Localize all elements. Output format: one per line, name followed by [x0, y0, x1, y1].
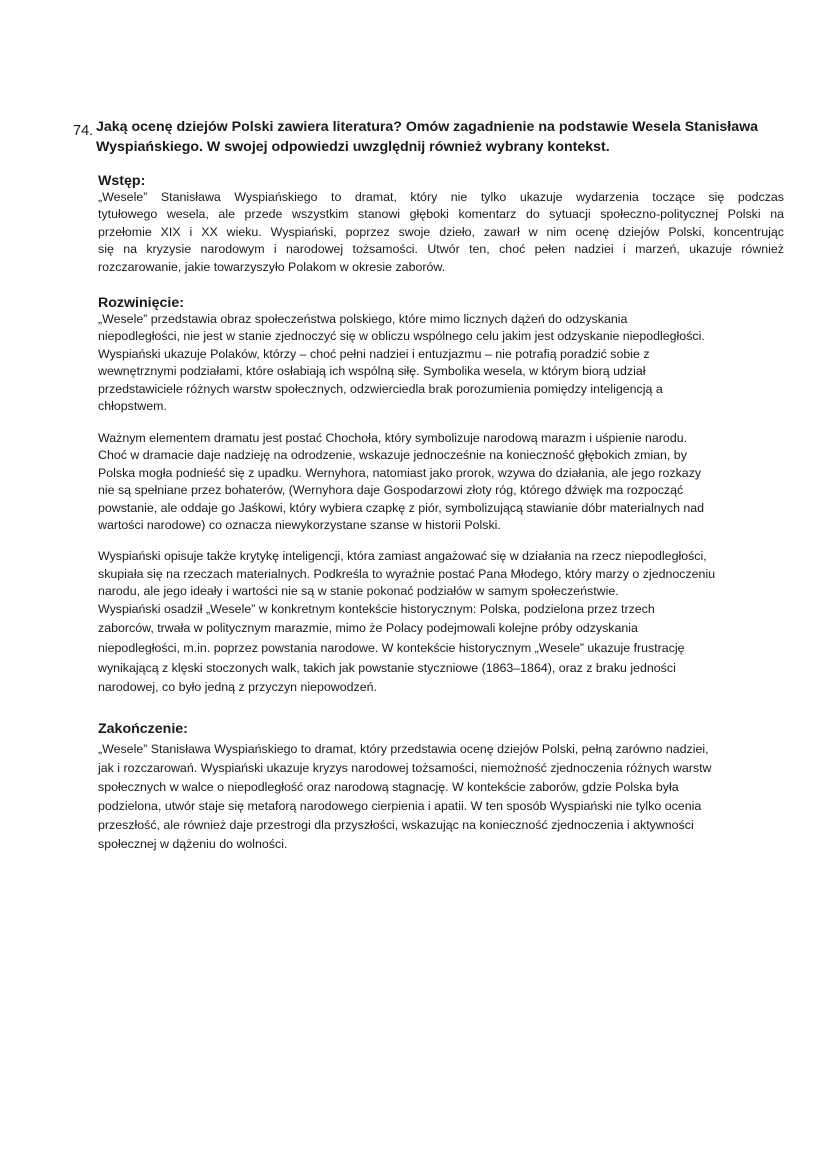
paragraph-line: niepodległości, m.in. poprzez powstania narodowe. W kontekście historycznym „Wesele” ukazuje frustrację	[98, 640, 685, 655]
paragraph-line: wewnętrznymi podziałami, które osłabiają ich wspólną siłę. Symbolika wesela, w którym biorą udział	[98, 364, 646, 379]
question-text	[96, 117, 773, 157]
paragraph-line: chłopstwem.	[98, 399, 167, 414]
paragraph-line: „Wesele” Stanisława Wyspiańskiego to dramat, który przedstawia ocenę dziejów Polski, pełną zarówno nadziei,	[98, 742, 709, 756]
body-paragraph-3	[98, 548, 715, 697]
paragraph-line: powstanie, ale oddaje go Jaśkowi, który wybiera czapkę z piór, symbolizującą stawianie dóbr materialnych nad	[98, 500, 705, 515]
paragraph-line: „Wesele” przedstawia obraz społeczeństwa polskiego, które mimo licznych dążeń do odzyskania	[98, 312, 628, 326]
paragraph-line: tytułowego wesela, ale przede wszystkim stanowi głęboki komentarz do sytuacji społeczno-politycznej Polski na	[98, 207, 784, 222]
question-line: Jaką ocenę dziejów Polski zawiera literatura? Omów zagadnienie na podstawie Wesela Stanisława	[96, 119, 759, 135]
conclusion-heading: Zakończenie:	[98, 721, 188, 737]
paragraph-line: skupiała się na rzeczach materialnych. Podkreśla to wyraźnie postać Pana Młodego, który marzy o zjednoczeniu	[98, 566, 716, 581]
paragraph-line: nie są spełniane przez bohaterów, (Wernyhora daje Gospodarzowi złoty róg, którego dźwięk ma rozpocząć	[98, 483, 684, 498]
paragraph-line: wartości narodowe) co oznacza niewykorzystane szanse w historii Polski.	[98, 518, 501, 533]
paragraph-line: zaborców, trwała w politycznym marazmie, mimo że Polacy podejmowali kolejne próby odzyskania	[98, 621, 638, 636]
paragraph-line: narodu, ale jego ideały i wartości nie są w stanie pokonać podziałów w samym społeczeństwie.	[98, 584, 619, 599]
paragraph-line: przedstawiciele różnych warstw społecznych, odzwierciedla brak porozumienia pomiędzy inteligencją a	[98, 381, 663, 396]
intro-heading: Wstęp:	[98, 173, 146, 189]
paragraph-line: Wyspiański osadził „Wesele” w konkretnym kontekście historycznym: Polska, podzielona przez trzech	[98, 601, 655, 616]
paragraph-line: przełomie XIX i XX wieku. Wyspiański, poprzez swoje dzieło, zawarł w nim ocenę dziejów Polski, koncentrując	[98, 224, 784, 239]
question-line: Wyspiańskiego. W swojej odpowiedzi uwzględnij również wybrany kontekst.	[96, 139, 610, 155]
body-paragraph-1	[98, 311, 705, 415]
paragraph-line: jak i rozczarowań. Wyspiański ukazuje kryzys narodowej tożsamości, niemożność zjednoczenia różnych warstw	[98, 761, 712, 775]
paragraph-line: podzielona, utwór staje się metaforą narodowego cierpienia i apatii. W ten sposób Wyspiański nie tylko ocenia	[98, 799, 702, 813]
paragraph-line: niepodległości, nie jest w stanie zjednoczyć się w obliczu wspólnego celu jakim jest odzyskanie niepodległości.	[98, 329, 705, 344]
paragraph-line: przeszłość, ale również daje przestrogi dla przyszłości, wskazując na konieczność zjednoczenia i aktywności	[98, 818, 694, 832]
body-heading: Rozwinięcie:	[98, 295, 184, 311]
paragraph-line: „Wesele” Stanisława Wyspiańskiego to dramat, który nie tylko ukazuje wydarzenia toczące się podczas	[98, 190, 784, 204]
paragraph-line: Wyspiański opisuje także krytykę inteligencji, która zamiast angażować się w działania na rzecz niepodległości,	[98, 549, 707, 563]
paragraph-line: Polska mogła podnieść się z upadku. Wernyhora, natomiast jako prorok, wzywa do działania, ale jego rozkazy	[98, 465, 702, 480]
paragraph-line: Choć w dramacie daje nadzieję na odrodzenie, wskazuje jednocześnie na konieczność głębokich zmian, by	[98, 448, 687, 463]
intro-paragraph	[98, 189, 784, 276]
paragraph-line: się na kryzysie narodowym i narodowej tożsamości. Utwór ten, choć pełen nadziei i marzeń, ukazuje również	[98, 242, 784, 257]
question-number: 74.	[73, 123, 94, 139]
conclusion-paragraph	[98, 740, 711, 854]
paragraph-line: rozczarowanie, jakie towarzyszyło Polakom w okresie zaborów.	[98, 259, 446, 274]
exam-question	[73, 117, 773, 157]
body-paragraph-2	[98, 430, 704, 534]
paragraph-line: Wyspiański ukazuje Polaków, którzy – choć pełni nadziei i entuzjazmu – nie potrafią poradzić sobie z	[98, 346, 650, 361]
paragraph-line: narodowej, co było jedną z przyczyn niepowodzeń.	[98, 680, 377, 695]
paragraph-line: społecznej w dążeniu do wolności.	[98, 837, 288, 851]
paragraph-line: Ważnym elementem dramatu jest postać Chochoła, który symbolizuje narodową marazm i uśpienie narodu.	[98, 431, 688, 445]
paragraph-line: społecznych w walce o niepodległość oraz narodową stagnację. W kontekście zaborów, gdzie Polska była	[98, 780, 679, 794]
paragraph-line: wynikającą z klęski stoczonych walk, takich jak powstanie styczniowe (1863–1864), oraz z braku jedności	[98, 660, 676, 675]
